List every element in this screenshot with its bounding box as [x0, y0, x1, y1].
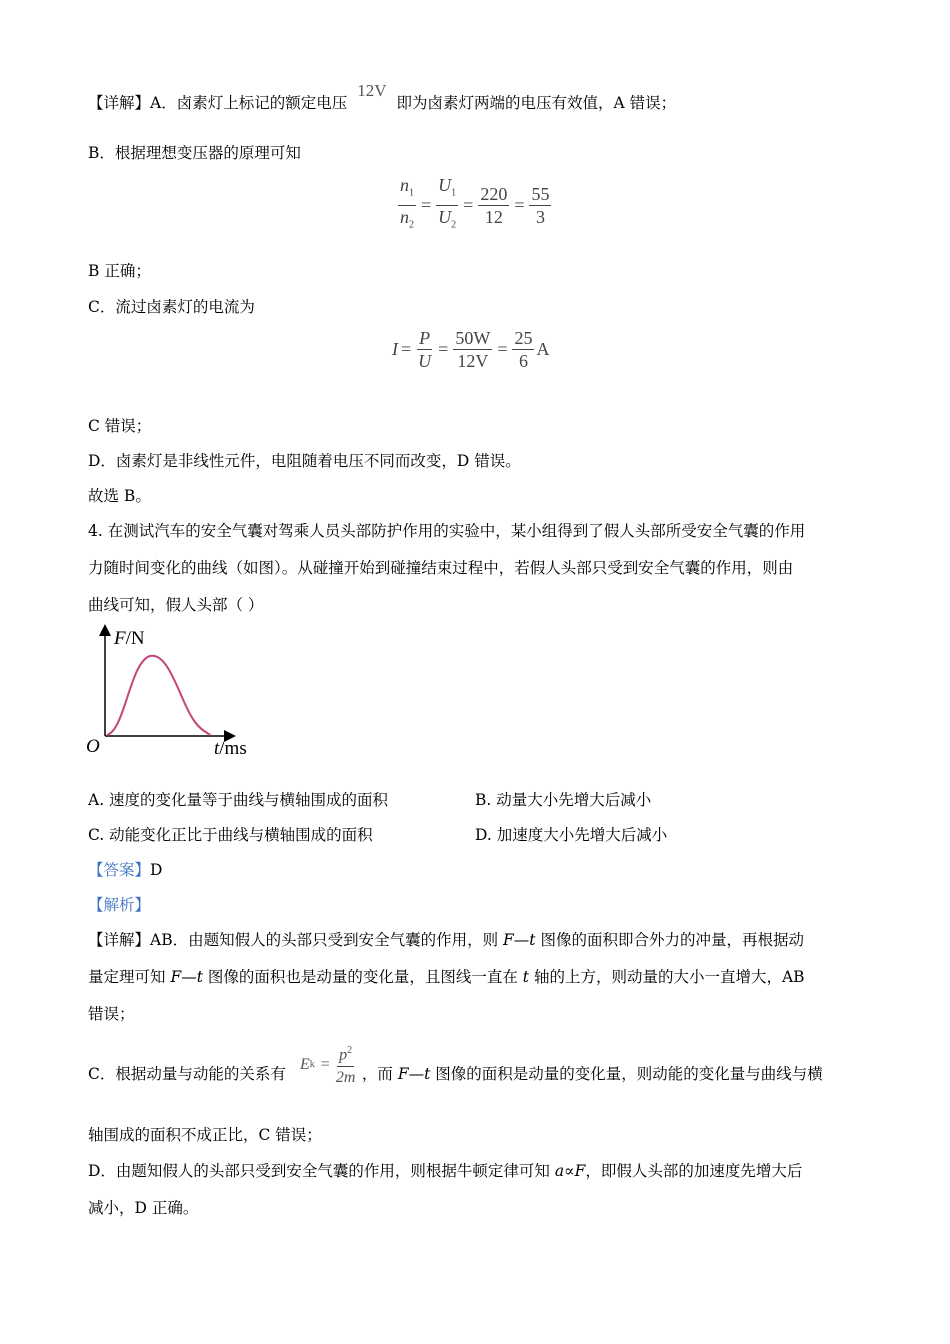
- detail-line-c3: [88, 415, 151, 437]
- detail-line-conclusion: [88, 485, 151, 507]
- text-l3: B 正确；: [88, 262, 151, 280]
- question-4-line-3: 曲线可知，假人头部（ ）: [88, 596, 264, 614]
- detail-c-line-1: C．根据动量与动能的关系有 ，而 F—t 图像的面积是动量的变化量，则动能的变化量与曲线与横: [88, 1065, 823, 1083]
- force-time-graph: [80, 622, 280, 762]
- text-l1a: 【详解】A．卤素灯上标记的额定电压: [88, 94, 348, 112]
- text-l5: C 错误；: [88, 417, 152, 435]
- detail-c-line-2: 轴围成的面积不成正比，C 错误；: [88, 1126, 322, 1144]
- frac-50w-12v: $\frac{50W}{12V}$: [455, 328, 491, 371]
- detail-d-line-2: 减小，D 正确。: [88, 1199, 199, 1217]
- frac-220-12: $\frac{220}{12}$: [480, 183, 508, 227]
- frac-p-u: $\frac{P}{U}$: [418, 328, 432, 371]
- detail-line-d: [88, 450, 521, 472]
- frac-25-6: $\frac{25}{6}$: [514, 328, 533, 371]
- text-l4: C．流过卤素灯的电流为: [88, 298, 255, 316]
- text-l6: D．卤素灯是非线性元件，电阻随着电压不同而改变，D 错误。: [88, 452, 521, 470]
- current-equation: I = $\frac{P}{U}$ = $\frac{50W}{12V}$ = $\frac{25}{6}$ A: [392, 328, 550, 371]
- option-c: C. 动能变化正比于曲线与横轴围成的面积: [88, 826, 373, 844]
- detail-ab-line-1: 【详解】AB．由题知假人的头部只受到安全气囊的作用，则 F—t 图像的面积即合外力的冲量，再根据动: [88, 931, 804, 949]
- question-4-line-1: 4. 在测试汽车的安全气囊对驾乘人员头部防护作用的实验中，某小组得到了假人头部所受安全气囊的作用: [88, 522, 806, 540]
- answer-value: D: [150, 861, 163, 879]
- x-axis-label: t/ms: [214, 738, 247, 759]
- frac-55-3: $\frac{55}{3}$: [531, 183, 550, 227]
- text-l1b: 即为卤素灯两端的电压有效值，A 错误；: [396, 94, 677, 112]
- kinetic-energy-formula: E k = $\frac{p^2}{2m}$: [300, 1040, 359, 1089]
- detail-ab-line-2: 量定理可知 F—t 图像的面积也是动量的变化量，且图线一直在 t 轴的上方，则动量的大小一直增大，AB: [88, 968, 805, 986]
- text-l7: 故选 B。: [88, 487, 151, 505]
- question-4-line-2: 力随时间变化的曲线（如图）。从碰撞开始到碰撞结束过程中，若假人头部只受到安全气囊的作用，则由: [88, 559, 794, 577]
- detail-ab-line-3: 错误；: [88, 1005, 135, 1023]
- analysis-label: 【解析】: [88, 896, 151, 914]
- text-l2: B．根据理想变压器的原理可知: [88, 144, 301, 162]
- detail-line-c2: [88, 296, 255, 318]
- detail-line-b: [88, 142, 301, 164]
- frac-u: $\frac{U_1}{U_2}$: [438, 175, 457, 231]
- y-axis-label: F/N: [114, 628, 145, 649]
- answer-line: [88, 859, 162, 881]
- rated-voltage: 12V: [357, 81, 387, 100]
- origin-label: O: [86, 736, 100, 757]
- option-b: B. 动量大小先增大后减小: [475, 791, 652, 809]
- frac-n: $\frac{n_1}{n_2}$: [400, 175, 414, 231]
- detail-line-a: [88, 81, 677, 114]
- force-curve: [107, 656, 210, 735]
- detail-line-c1: [88, 260, 151, 282]
- answer-label: 【答案】: [88, 861, 151, 879]
- turns-ratio-equation: $\frac{n_1}{n_2}$ = $\frac{U_1}{U_2}$ = $\frac{220}{12}$ = $\frac{55}{3}$: [396, 174, 553, 236]
- option-a: A. 速度的变化量等于曲线与横轴围成的面积: [88, 791, 389, 809]
- option-d: D. 加速度大小先增大后减小: [475, 826, 668, 844]
- detail-d-line-1: D．由题知假人的头部只受到安全气囊的作用，则根据牛顿定律可知 a∝F，即假人头部的加速度先增大后: [88, 1162, 803, 1180]
